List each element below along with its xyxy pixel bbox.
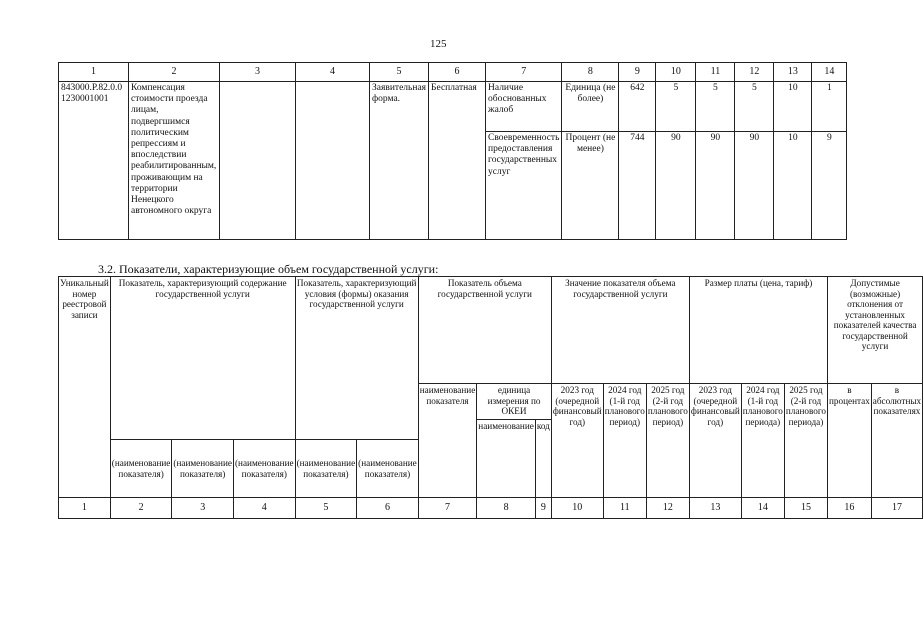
value-2023: 90 [656,132,696,240]
col-number: 4 [296,63,370,82]
quality-indicators-table [58,62,847,240]
col-number: 5 [295,498,357,519]
header-value: Значение показателя объема государственной услуги [551,277,689,384]
col-number: 10 [551,498,603,519]
header-deviation: Допустимые (возможные) отклонения от установленных показателей качества государственной услуги [827,277,922,384]
registry-number: 843000.Р.82.0.01230001001 [59,82,129,240]
deviation-absolute: 9 [812,132,847,240]
col-number: 6 [357,498,419,519]
deviation-percent: 10 [774,82,812,132]
value-2025: 2025 год (2-й год планового период) [646,384,689,498]
col-number: 2 [129,63,220,82]
condition-indicator-1: (наименование показателя) [295,440,357,498]
fee-2024: 2024 год (1-й год планового периода) [741,384,784,498]
indicator-name: Своевременность предоставления государственных услуг [486,132,562,240]
value-2024: 90 [696,132,735,240]
fee-2025: 2025 год (2-й год планового периода) [784,384,827,498]
col-number: 15 [784,498,827,519]
volume-name: наименование показателя [418,384,477,498]
col-number: 14 [741,498,784,519]
deviation-absolute: в абсолютных показателях [871,384,922,498]
col-number: 7 [418,498,477,519]
header-conditions: Показатель, характеризующий условия (формы) оказания государственной услуги [295,277,418,384]
empty-cell [295,420,418,440]
col-number: 3 [220,63,296,82]
header-volume: Показатель объема государственной услуги [418,277,551,384]
empty-cell [110,384,295,420]
col-number: 5 [370,63,429,82]
payment-type: Бесплатная [429,82,486,240]
unit-code: 642 [619,82,656,132]
deviation-percent: 10 [774,132,812,240]
unit-code: 744 [619,132,656,240]
empty-cell [220,82,296,240]
empty-cell [110,420,295,440]
value-2025: 5 [735,82,774,132]
unit-name: Единица (не более) [562,82,619,132]
col-number: 6 [429,63,486,82]
deviation-absolute: 1 [812,82,847,132]
service-name: Компенсация стоимости проезда лицам, подвергшимся политическим репрессиям и впоследствии реабилитированным, проживающим на территории Ненецкого автономного округа [129,82,220,240]
col-number: 13 [689,498,741,519]
condition-indicator-2: (наименование показателя) [357,440,419,498]
col-number: 8 [562,63,619,82]
page-number: 125 [430,38,447,50]
col-number: 2 [110,498,172,519]
col-number: 1 [59,63,129,82]
col-number: 14 [812,63,847,82]
content-indicator-1: (наименование показателя) [110,440,172,498]
col-number: 11 [696,63,735,82]
value-2024: 5 [696,82,735,132]
value-2023: 5 [656,82,696,132]
empty-cell [296,82,370,240]
unit-name: наименование [477,420,536,498]
fee-2023: 2023 год (очередной финансовый год) [689,384,741,498]
header-registry: Уникальный номер реестровой записи [59,277,111,498]
col-number: 17 [871,498,922,519]
col-number: 10 [656,63,696,82]
value-2023: 2023 год (очередной финансовый год) [551,384,603,498]
empty-cell [295,384,418,420]
unit-code: код [535,420,551,498]
content-indicator-2: (наименование показателя) [172,440,234,498]
col-number: 12 [735,63,774,82]
col-number: 16 [827,498,871,519]
header-content: Показатель, характеризующий содержание государственной услуги [110,277,295,384]
col-number: 11 [603,498,646,519]
indicator-name: Наличие обоснованных жалоб [486,82,562,132]
col-number: 12 [646,498,689,519]
col-number: 1 [59,498,111,519]
value-2025: 90 [735,132,774,240]
content-indicator-3: (наименование показателя) [233,440,295,498]
col-number: 13 [774,63,812,82]
column-number-row [59,498,923,519]
deviation-percent: в процентах [827,384,871,498]
col-number: 3 [172,498,234,519]
col-number: 8 [477,498,536,519]
column-number-row [59,63,847,82]
unit-name: Процент (не менее) [562,132,619,240]
volume-unit: единица измерения по ОКЕИ [477,384,552,420]
condition-form: Заявительная форма. [370,82,429,240]
value-2024: 2024 год (1-й год планового период) [603,384,646,498]
header-fee: Размер платы (цена, тариф) [689,277,827,384]
section-title: 3.2. Показатели, характеризующие объем государственной услуги: [98,262,439,276]
col-number: 7 [486,63,562,82]
col-number: 9 [619,63,656,82]
col-number: 9 [535,498,551,519]
table-row [59,82,847,132]
volume-indicators-table [58,276,923,519]
col-number: 4 [233,498,295,519]
